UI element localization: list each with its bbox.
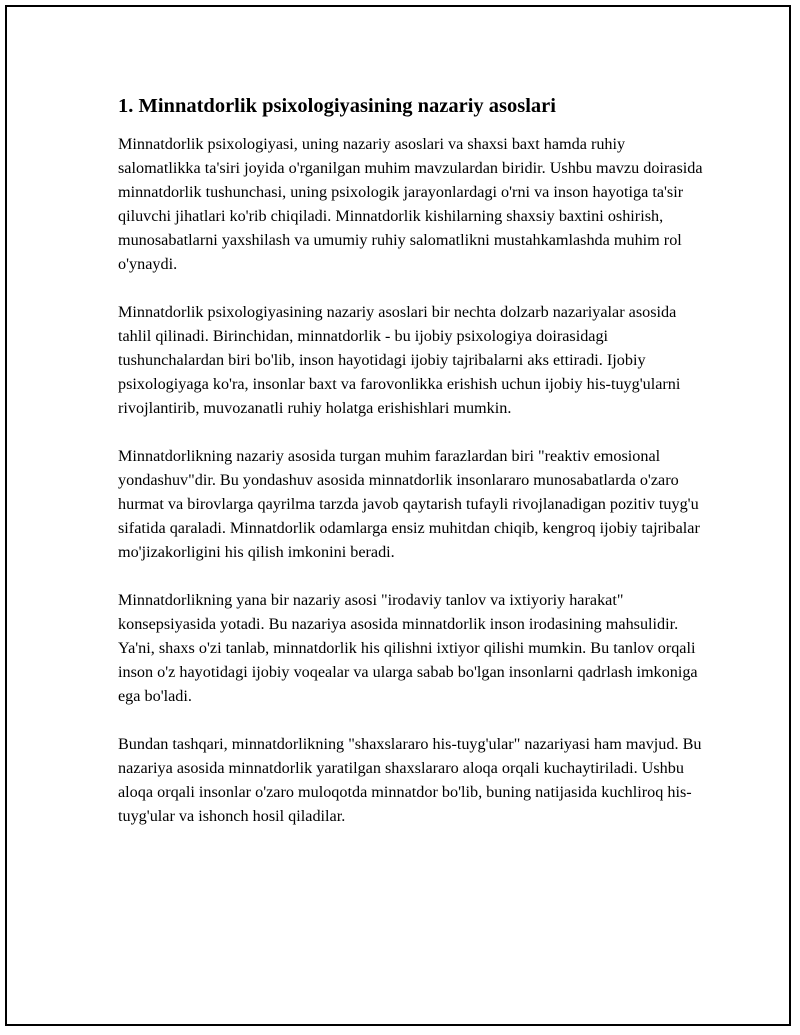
paragraph-2: Minnatdorlik psixologiyasining nazariy asoslari bir nechta dolzarb nazariyalar asosida tahlil qilinadi. Birinchidan, minnatdorlik - bu ijobiy psixologiya doirasidagi tushunchalardan biri bo'lib, inson hayotidagi ijobiy tajribalarni aks ettiradi. Ijobiy psixologiyaga ko'ra, insonlar baxt va farovonlikka erishish uchun ijobiy his-tuyg'ularni rivojlantirib, muvozanatli ruhiy holatga erishishlari mumkin. [118,303,681,417]
paragraph-3: Minnatdorlikning nazariy asosida turgan muhim farazlardan biri "reaktiv emosional yondashuv"dir. Bu yondashuv asosida minnatdorlik insonlararo munosabatlarda o'zaro hurmat va birovlarga qayrilma tarzda javob qaytarish tufayli rivojlanadigan pozitiv tuyg'u sifatida qaraladi. Minnatdorlik odamlarga ensiz muhitdan chiqib, kengroq ijobiy tajribalar mo'jizakorligini his qilish imkonini beradi. [118,447,700,561]
document-body [118,92,703,852]
paragraph-4: Minnatdorlikning yana bir nazariy asosi "irodaviy tanlov va ixtiyoriy harakat" konsepsiyasida yotadi. Bu nazariya asosida minnatdorlik inson irodasining mahsulidir. Ya'ni, shaxs o'zi tanlab, minnatdorlik his qilishni ixtiyor qilishi mumkin. Bu tanlov orqali inson o'z hayotidagi ijobiy voqealar va ularga sabab bo'lgan insonlarni qadrlash imkoniga ega bo'ladi. [118,591,698,705]
paragraph-1: Minnatdorlik psixologiyasi, uning nazariy asoslari va shaxsi baxt hamda ruhiy salomatlikka ta'siri joyida o'rganilgan muhim mavzulardan biridir. Ushbu mavzu doirasida minnatdorlik tushunchasi, uning psixologik jarayonlardagi o'rni va inson hayotiga ta'sir qiluvchi jihatlari ko'rib chiqiladi. Minnatdorlik kishilarning shaxsiy baxtini oshirish, munosabatlarni yaxshilash va umumiy ruhiy salomatlikni mustahkamlashda muhim rol o'ynaydi. [118,135,703,273]
paragraph-5: Bundan tashqari, minnatdorlikning "shaxslararo his-tuyg'ular" nazariyasi ham mavjud. Bu nazariya asosida minnatdorlik yaratilgan shaxslararo aloqa orqali kuchaytiriladi. Ushbu aloqa orqali insonlar o'zaro muloqotda minnatdor bo'lib, buning natijasida kuchliroq his-tuyg'ular va ishonch hosil qiladilar. [118,735,702,825]
section-heading: 1. Minnatdorlik psixologiyasining nazariy asoslari [118,95,556,117]
